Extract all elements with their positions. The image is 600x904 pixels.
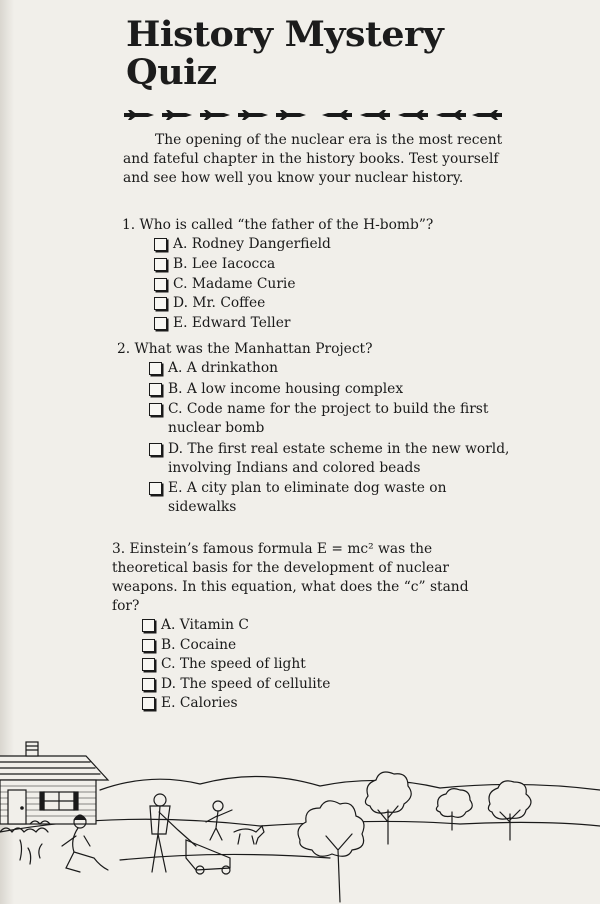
answer-label: E. Edward Teller bbox=[173, 315, 291, 332]
answer-label: D. The speed of cellulite bbox=[161, 675, 331, 692]
answer-label: B. Cocaine bbox=[161, 636, 237, 653]
missile-icon bbox=[360, 110, 390, 120]
tree-icon bbox=[365, 772, 411, 844]
missile-icon bbox=[200, 110, 230, 120]
answer-label: D. The first real estate scheme in the new world, involving Indians and colored beads bbox=[168, 440, 510, 476]
checkbox-icon[interactable] bbox=[142, 658, 155, 671]
intro-paragraph: The opening of the nuclear era is the most recent and fateful chapter in the history books. Test yourself and see how well you know your nuclear history. bbox=[123, 132, 503, 186]
answer-label: B. Lee Iacocca bbox=[173, 255, 276, 272]
page-title bbox=[126, 16, 443, 92]
man-mowing-figure bbox=[150, 794, 230, 874]
answer-label: A. Vitamin C bbox=[161, 617, 249, 633]
question-text: 3. Einstein’s famous formula E = mc² was the theoretical basis for the development of nuclear weapons. In this equation, what does the “c” stand for? bbox=[112, 541, 469, 614]
answer-option[interactable] bbox=[142, 694, 492, 713]
checkbox-icon[interactable] bbox=[149, 443, 162, 456]
missile-icon bbox=[472, 110, 502, 120]
child-figure bbox=[206, 801, 232, 840]
missile-icon bbox=[322, 110, 352, 120]
checkbox-icon[interactable] bbox=[142, 619, 155, 632]
answer-option[interactable] bbox=[154, 235, 462, 254]
answer-label: A. Rodney Dangerfield bbox=[173, 236, 331, 252]
question-1 bbox=[122, 216, 462, 334]
answer-option[interactable] bbox=[142, 655, 492, 674]
answer-option[interactable] bbox=[142, 616, 492, 635]
checkbox-icon[interactable] bbox=[142, 678, 155, 691]
checkbox-icon[interactable] bbox=[149, 482, 162, 495]
answer-option[interactable] bbox=[142, 636, 492, 655]
checkbox-icon[interactable] bbox=[149, 362, 162, 375]
answer-label: D. Mr. Coffee bbox=[173, 295, 266, 312]
missile-icon bbox=[238, 110, 268, 120]
answer-option[interactable] bbox=[154, 314, 462, 333]
suburban-scene-illustration bbox=[0, 740, 600, 904]
answer-options bbox=[149, 359, 512, 517]
answer-option[interactable] bbox=[149, 479, 512, 517]
answer-option[interactable] bbox=[154, 294, 462, 313]
answer-options bbox=[142, 616, 492, 713]
answer-label: C. Madame Curie bbox=[173, 275, 296, 292]
checkbox-icon[interactable] bbox=[154, 238, 167, 251]
title-line-2: Quiz bbox=[126, 52, 217, 93]
answer-label: C. Code name for the project to build the first nuclear bomb bbox=[168, 401, 489, 436]
dog-figure bbox=[234, 826, 264, 844]
missile-icon bbox=[276, 110, 306, 120]
house-icon bbox=[0, 742, 108, 824]
checkbox-icon[interactable] bbox=[149, 383, 162, 396]
checkbox-icon[interactable] bbox=[154, 278, 167, 291]
answer-option[interactable] bbox=[142, 675, 492, 694]
tree-icon bbox=[488, 781, 531, 840]
checkbox-icon[interactable] bbox=[154, 258, 167, 271]
checkbox-icon[interactable] bbox=[154, 297, 167, 310]
answer-label: E. A city plan to eliminate dog waste on sidewalks bbox=[168, 480, 447, 515]
missile-icon bbox=[124, 110, 154, 120]
missile-icon bbox=[162, 110, 192, 120]
missile-icon bbox=[398, 110, 428, 120]
answer-label: E. Calories bbox=[161, 695, 238, 711]
answer-option[interactable] bbox=[149, 380, 512, 399]
question-2 bbox=[117, 340, 512, 519]
answer-option[interactable] bbox=[154, 275, 462, 294]
missile-icon bbox=[436, 110, 466, 120]
answer-label: C. The speed of light bbox=[161, 656, 306, 672]
answer-options bbox=[154, 235, 462, 333]
checkbox-icon[interactable] bbox=[142, 697, 155, 710]
answer-option[interactable] bbox=[149, 400, 512, 438]
answer-label: A. A drinkathon bbox=[168, 360, 279, 376]
answer-option[interactable] bbox=[154, 255, 462, 274]
title-line-1: History Mystery bbox=[126, 14, 444, 55]
question-text: 1. Who is called “the father of the H-bomb”? bbox=[122, 217, 434, 233]
answer-option[interactable] bbox=[149, 440, 512, 478]
question-3 bbox=[112, 540, 492, 714]
answer-option[interactable] bbox=[149, 359, 512, 378]
answer-label: B. A low income housing complex bbox=[168, 380, 404, 397]
checkbox-icon[interactable] bbox=[149, 403, 162, 416]
checkbox-icon[interactable] bbox=[142, 639, 155, 652]
question-text: 2. What was the Manhattan Project? bbox=[117, 341, 373, 357]
tree-icon bbox=[298, 801, 364, 902]
checkbox-icon[interactable] bbox=[154, 317, 167, 330]
missile-divider bbox=[124, 104, 504, 126]
